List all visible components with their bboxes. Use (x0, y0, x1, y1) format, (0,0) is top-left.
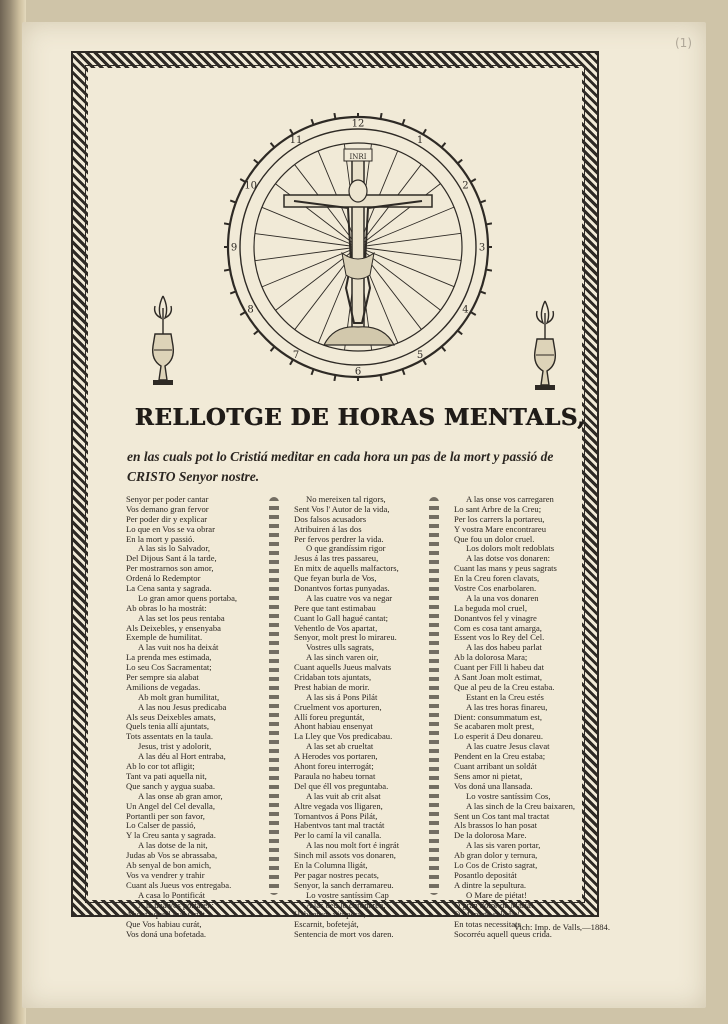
poem-line: Que sanch y aygua suaba. (126, 781, 216, 791)
poem-line: Y la Creu santa y sagrada. (126, 831, 216, 841)
clock-hour-number: 3 (478, 242, 486, 254)
clock-hour-number: 2 (462, 180, 469, 192)
poem-line: Que al peu de la Creu estaba. (454, 682, 555, 692)
poem-line: A las onse vos carregaren (466, 495, 554, 504)
poem-line: A las cuatre Jesus clavat (466, 742, 550, 752)
poem-line: Per pagar nostres pecats, (294, 870, 379, 880)
poem-line: Per lo camí la vil canalla. (294, 831, 382, 841)
poem-line: Sent un Cos tant mal tractat (454, 811, 550, 821)
poem-line: A Sant Joan molt estimat, (454, 673, 543, 683)
poem-line: No mereixen tal rigors, (306, 495, 386, 504)
poem-line: Lo seu Cos Sacramentat; (126, 663, 212, 673)
poem-line: Un Angel del Cel devalla, (126, 801, 216, 811)
poem-line: Donantvos fortas punyadas. (294, 584, 390, 594)
poem-line: Cridaban tots ajuntats, (294, 673, 372, 683)
poem-line: Cuant als Jueus vos entregaba. (126, 880, 232, 890)
poem-line: Lo sant Arbre de la Creu; (454, 504, 542, 514)
poem-line: Pere que tant estimabau (294, 603, 376, 613)
poem-line: De la dolorosa Mare. (454, 831, 527, 841)
poem-line: Sentencia de mort vos daren. (294, 930, 394, 940)
poem-line: Ab obras lo ha mostrát: (126, 603, 207, 613)
poem-line: Ahont aquell mal Criát (126, 910, 205, 920)
poem-line: Lo esperit á Deu donareu. (454, 732, 544, 742)
poem-line: Jesus á las tres passareu, (294, 554, 379, 564)
poem-line: Tant va pati aquella nit, (126, 771, 207, 781)
crucifix-icon (284, 149, 432, 345)
poem-line: Sent Vos l' Autor de la vida, (294, 504, 390, 514)
poem-line: Ab la dolorosa Mara; (454, 653, 528, 663)
poem-line: Prest habian de morir. (294, 682, 370, 692)
poem-line: Ordená lo Redemptor (126, 574, 201, 584)
poem-line: A las cuatre vos va negar (306, 593, 393, 603)
poem-line: En la mort y passió. (126, 534, 195, 544)
poem-line: Portantli per son favor, (126, 811, 205, 821)
crucifix-clock-illustration (224, 113, 492, 381)
poem-line: Cuant aquells Jueus malvats (294, 663, 392, 673)
poem-line: Que Vos habiau curát, (126, 920, 202, 930)
poem-line: O Mare de piétat! (466, 890, 527, 900)
poem-line: Cruelment vos aporturen, (294, 702, 382, 712)
poem-column-2 (294, 495, 436, 940)
poem-line: Cuant lo Gall hagué cantat; (294, 613, 389, 623)
poem-line: Que fou un dolor cruel. (454, 534, 535, 544)
poem-line: Vos doná una llansada. (454, 781, 533, 791)
clock-hour-number: 8 (247, 304, 254, 316)
poem-line: Vos va vendrer y trahir (126, 870, 205, 880)
poem-line: Paraula no habeu tornat (294, 771, 376, 781)
poem-line: Ab molt gran humilitat, (138, 692, 220, 702)
poem-line: A las dos habeu parlat (466, 643, 542, 653)
poem-line: Lo Calser de passió, (126, 821, 196, 831)
poem-line: Se acabaren molt prest, (454, 722, 535, 732)
poem-line: Sinch mil assots vos donaren, (294, 851, 396, 861)
poem-line: Senyor, la sanch derramareu. (294, 880, 394, 890)
poem-line: A casa lo Pontificát (138, 890, 206, 900)
poem-line: O Mare de soledat! (454, 910, 521, 920)
poem-line: Habentvos tant mal tractát (294, 821, 385, 831)
clock-hour-number: 9 (230, 242, 238, 254)
poem-line: A las tres horas finareu, (466, 702, 548, 712)
poem-line: Los dolors molt redoblats (466, 544, 555, 554)
poem-line: Vostres ulls sagrats, (306, 643, 374, 653)
poem-line: Amilions de vegadas. (126, 682, 201, 692)
poem-line: Dient: consummatum est, (454, 712, 543, 722)
clock-hour-number: 4 (462, 304, 469, 316)
poem-column-3 (454, 495, 592, 940)
poem-line: Altre vegada vos lligaren, (294, 801, 383, 811)
poem-line: A las sis lo Salvador, (138, 544, 210, 554)
poem-line: Sens amor ni pietat, (454, 771, 523, 781)
poem-line: A las onse ab gran amor, (138, 791, 223, 801)
poem-line: Atribuiren á las dos (294, 524, 362, 534)
poem-line: Lo vostre santíssim Cos, (466, 791, 551, 801)
poem-line: A las sis á Pons Pilát (306, 692, 378, 702)
poem-line: La Lley que Vos predicabau. (294, 732, 393, 742)
poem-line: Cuant per Fill li habeu dat (454, 663, 544, 673)
poem-line: La prenda mes estimada, (126, 653, 212, 663)
poem-column-1 (126, 495, 264, 940)
poem-line: Allí foreu preguntát, (294, 712, 365, 722)
clock-hour-number: 6 (354, 366, 362, 378)
poem-line: A las sinch varen oir, (306, 653, 379, 663)
poem-line: A las dotse vos donaren: (466, 554, 551, 564)
poem-line: A la una vos portaren; (138, 900, 214, 910)
poem-line: Habentvos vituperát, (294, 910, 366, 920)
poem-line: O gran dolor de Maria! (454, 900, 534, 910)
poem-line: Per fervos perdrer la vida. (294, 534, 384, 544)
poem-line: Posantlo depositát (454, 870, 517, 880)
poem-line: Exemple de humilitat. (126, 633, 203, 643)
poem-line: Per los carrers la portareu, (454, 514, 545, 524)
poem-line: Socorréu aquell queus crida. (454, 930, 552, 940)
poem-line: Lo que en Vos se va obrar (126, 524, 215, 534)
clock-hour-number: 1 (416, 135, 424, 147)
poem-line: Ab gran dolor y ternura, (454, 851, 538, 861)
poem-line: Escarnit, bofeteját, (294, 920, 359, 930)
column-divider-ornament (269, 497, 279, 895)
poem-line: Per poder dir y explicar (126, 514, 208, 524)
poem-line: Vostre Cos enarbolaren. (454, 584, 537, 594)
poem-line: En mitx de aquells malfactors, (294, 564, 399, 574)
poem-line: Lo gran amor quens portaba, (138, 593, 238, 603)
poem-line: Del que éll vos preguntaba. (294, 781, 389, 791)
document-subtitle: en las cuals pot lo Cristiá meditar en cada hora un pas de la mort y passió de CRISTO Senyor nostre. (127, 449, 554, 484)
poem-line: A las déu al Hort entraba, (138, 752, 226, 762)
vase-lily-icon-left (143, 288, 183, 388)
poem-line: A la una vos donaren (466, 593, 539, 603)
column-divider-ornament (429, 497, 439, 895)
poem-line: Dos falsos acusadors (294, 514, 367, 524)
printer-imprint: Vich: Imp. de Valls,—1884. (513, 922, 610, 932)
poem-line: Tots assentats en la taula. (126, 732, 213, 742)
poem-line: Ab lo cor tot afligit; (126, 762, 195, 772)
poem-line: Per sempre sia alabat (126, 673, 199, 683)
clock-hour-number: 7 (292, 349, 300, 361)
poem-line: O que grandíssim rigor (306, 544, 386, 554)
poem-line: Y vostra Mare encontrareu (454, 524, 547, 534)
poem-line: A las déu lo coronaren, (306, 900, 386, 910)
poem-line: Com es cosa tant amarga, (454, 623, 542, 633)
poem-line: Tornantvos á Pons Pilát, (294, 811, 378, 821)
poem-line: A Herodes vos portaren, (294, 752, 378, 762)
poem-line: A las nou molt fort é ingrát (306, 841, 400, 851)
poem-line: Ahont habiau ensenyat (294, 722, 373, 732)
poem-line: Ab senyal de bon amich, (126, 860, 212, 870)
poem-line: A dintre la sepultura. (454, 880, 527, 890)
poem-line: Pendent en la Creu estaba; (454, 752, 546, 762)
poem-line: Del Dijous Sant á la tarde, (126, 554, 217, 564)
poem-line: A las nou Jesus predicaba (138, 702, 227, 712)
poem-line: A las vuit ab crit alsat (306, 791, 381, 801)
poem-line: Per mostrarnos son amor, (126, 564, 214, 574)
clock-hour-number: 11 (289, 135, 303, 147)
poem-line: Als brassos lo han posat (454, 821, 538, 831)
clock-hour-number: 10 (244, 180, 257, 192)
poem-line: A las dotse de la nit, (138, 841, 208, 851)
poem-line: Cuant las mans y peus sagrats (454, 564, 557, 574)
poem-line: En totas necessitats (454, 920, 521, 930)
clock-hour-number: 5 (416, 349, 424, 361)
inri-plaque: INRI (349, 153, 367, 161)
poem-line: La Cena santa y sagrada. (126, 584, 212, 594)
poem-line: Vos doná una bofetada. (126, 930, 207, 940)
poem-line: A las set los peus rentaba (138, 613, 225, 623)
poem-line: Vos demano gran fervor (126, 504, 209, 514)
poem-line: Que feyan burla de Vos, (294, 574, 377, 584)
corner-page-note: (1) (675, 36, 692, 50)
poem-line: Estant en la Creu estés (466, 692, 544, 702)
poem-line: Senyor, molt prest lo mirareu. (294, 633, 397, 643)
poem-line: A las set ab crueltat (306, 742, 374, 752)
poem-line: La beguda mol cruel, (454, 603, 528, 613)
poem-line: Donantvos fel y vinagre (454, 613, 537, 623)
poem-line: En la Creu foren clavats, (454, 574, 540, 584)
poem-line: Cuant arribant un soldát (454, 762, 537, 772)
poem-line: Judas ab Vos se abrassaba, (126, 851, 218, 861)
poem-line: Quels tenia allí ajuntats, (126, 722, 210, 732)
poem-line: En la Columna lligát, (294, 860, 368, 870)
poem-line: A las sis varen portar, (466, 841, 541, 851)
document-title: RELLOTGE DE HORAS MENTALS, (134, 404, 586, 431)
vase-lily-icon-right (525, 293, 565, 393)
poem-line: Jesus, trist y adolorit, (138, 742, 212, 752)
poem-line: Essent vos lo Rey del Cel. (454, 633, 545, 643)
poem-line: Vehentlo de Vos apartat, (294, 623, 378, 633)
poem-line: Ahont foreu interrogát; (294, 762, 374, 772)
poem-line: Als Deixebles, y ensenyaba (126, 623, 221, 633)
poem-line: A las vuit nos ha deixát (138, 643, 219, 653)
poem-line: Senyor per poder cantar (126, 495, 209, 504)
poem-line: Lo vostre santíssim Cap (306, 890, 389, 900)
clock-hour-number: 12 (351, 118, 365, 130)
poem-line: Als seus Deixebles amats, (126, 712, 216, 722)
poem-line: A las sinch de la Creu baixaren, (466, 801, 576, 811)
poem-line: Lo Cos de Cristo sagrat, (454, 860, 538, 870)
